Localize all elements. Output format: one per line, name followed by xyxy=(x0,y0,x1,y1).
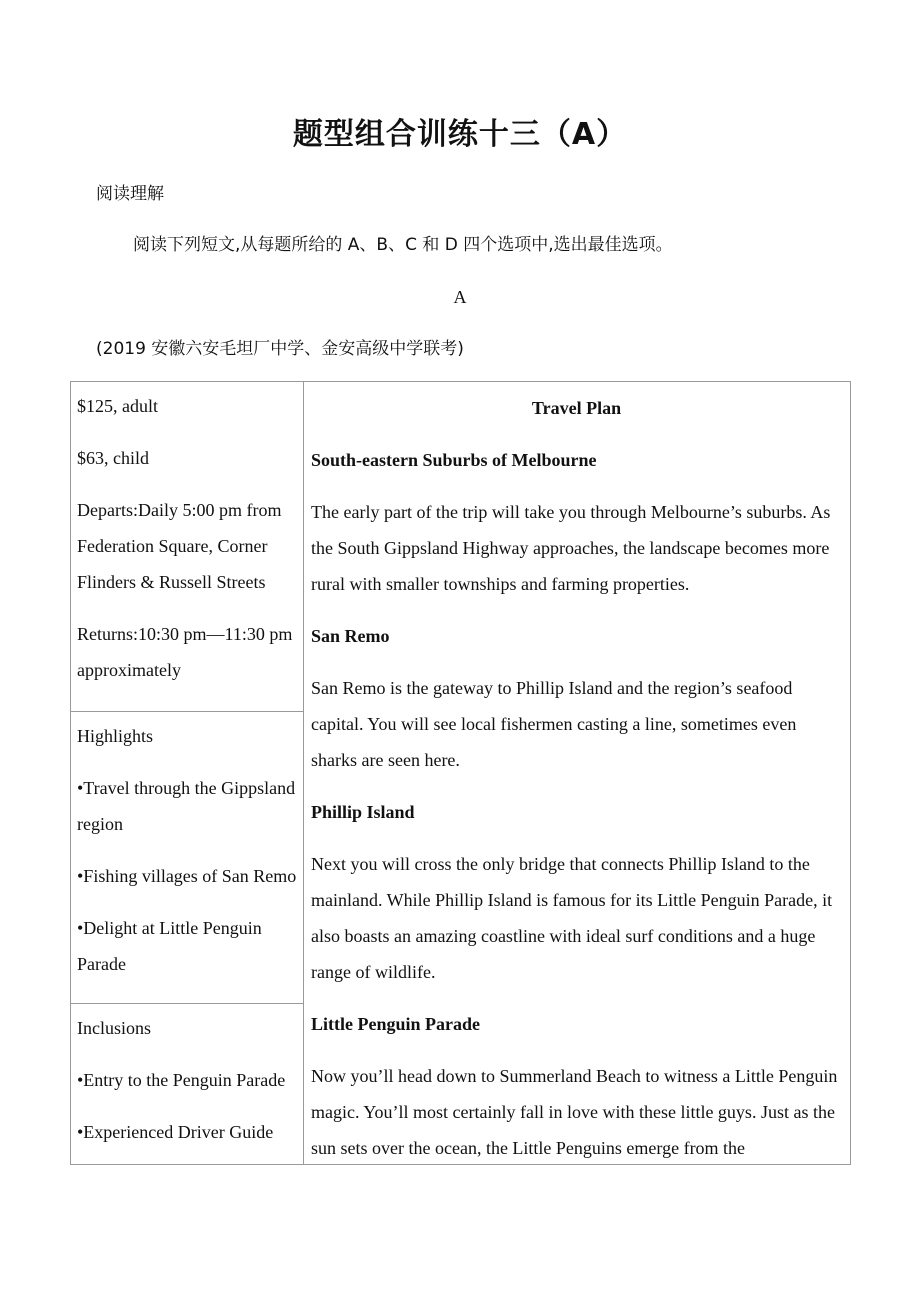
section-heading: San Remo xyxy=(311,626,390,646)
details-cell xyxy=(71,382,304,712)
passage-letter: A xyxy=(453,287,467,307)
inclusion-item: •Experienced Driver Guide xyxy=(77,1121,274,1142)
travel-plan-table xyxy=(70,381,851,1165)
price-child: $63, child xyxy=(77,448,149,468)
travel-plan-cell xyxy=(304,382,851,1165)
source-note: (2019 安徽六安毛坦厂中学、金安高级中学联考) xyxy=(96,339,464,359)
highlight-item: •Fishing villages of San Remo xyxy=(77,865,297,886)
highlights-cell xyxy=(71,711,304,1003)
departs-info: Departs:Daily 5:00 pm from Federation Square, Corner Flinders & Russell Streets xyxy=(77,500,282,592)
returns-info: Returns:10:30 pm—11:30 pm approximately xyxy=(77,624,293,680)
travel-plan-title: Travel Plan xyxy=(531,398,622,418)
highlights-heading: Highlights xyxy=(77,725,154,746)
section-heading: Little Penguin Parade xyxy=(311,1014,480,1034)
section-body: Now you’ll head down to Summerland Beach to witness a Little Penguin magic. You’ll most certainly fall in love with these little guys. Just as the sun sets over the ocean, the Little Penguins emerge from the xyxy=(311,1066,838,1158)
section-heading: South-eastern Suburbs of Melbourne xyxy=(311,450,597,470)
inclusions-cell xyxy=(71,1003,304,1164)
inclusions-heading: Inclusions xyxy=(77,1017,151,1038)
section-body: The early part of the trip will take you through Melbourne’s suburbs. As the South Gippsland Highway approaches, the landscape becomes more rural with smaller townships and farming properties. xyxy=(311,502,831,594)
highlight-item: •Delight at Little Penguin Parade xyxy=(77,917,262,974)
inclusion-item: •Entry to the Penguin Parade xyxy=(77,1069,286,1090)
instruction-text: 阅读下列短文,从每题所给的 A、B、C 和 D 四个选项中,选出最佳选项。 xyxy=(133,235,673,255)
highlight-item: •Travel through the Gippsland region xyxy=(77,777,296,834)
section-heading: Phillip Island xyxy=(311,802,415,822)
price-adult: $125, adult xyxy=(77,396,158,416)
page-title: 题型组合训练十三（A） xyxy=(292,117,628,152)
section-body: Next you will cross the only bridge that connects Phillip Island to the mainland. While Phillip Island is famous for its Little Penguin Parade, it also boasts an amazing coastline with ideal surf conditions and a huge range of wildlife. xyxy=(311,854,833,982)
section-body: San Remo is the gateway to Phillip Island and the region’s seafood capital. You will see local fishermen casting a line, sometimes even sharks are seen here. xyxy=(311,678,797,770)
section-label: 阅读理解 xyxy=(96,184,164,204)
